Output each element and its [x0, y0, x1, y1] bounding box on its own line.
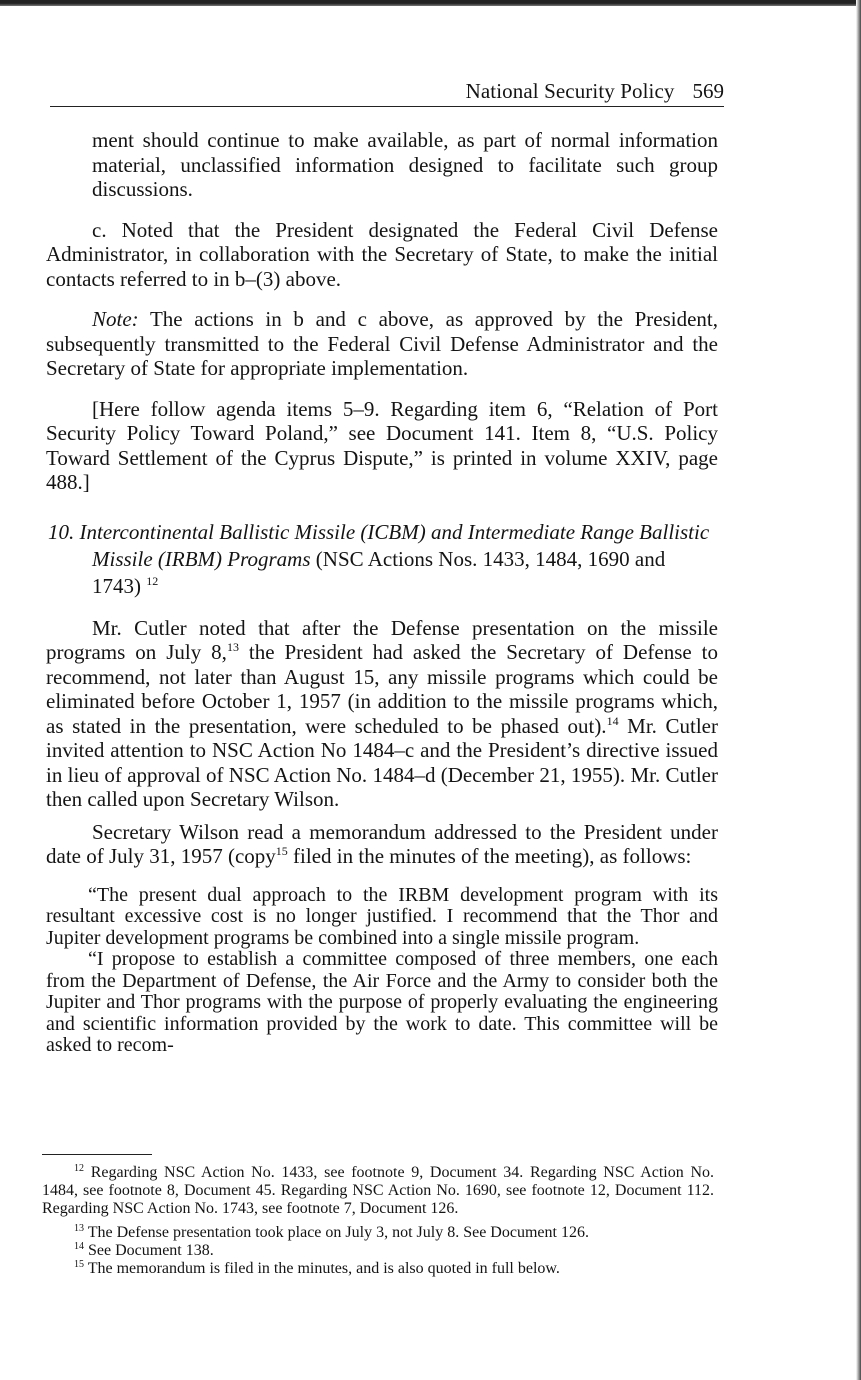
footnote-ref-13: 13 — [226, 640, 239, 654]
wilson-text-1: Secretary Wilson read a memorandum addressed to the President under date of July 31, 1957 (copy — [46, 819, 718, 868]
footnote-14 — [42, 1242, 714, 1260]
footnote-15 — [42, 1260, 714, 1278]
footnote-ref-12: 12 — [146, 573, 159, 588]
page-number: 569 — [692, 79, 724, 103]
section-heading-actions: (NSC Actions Nos. 1433, 1484, 1690 and 1743) — [92, 546, 666, 598]
wilson-text-2: filed in the minutes of the meeting), as follows: — [287, 844, 692, 868]
quote-paragraph-2: “I propose to establish a committee composed of three members, one each from the Department of Defense, the Air Force and the Army to consider both the Jupiter and Thor programs with the purpose of properly evaluating the engineering and scientific information provided by the work to date. This committee will be asked to recom- — [46, 948, 718, 1056]
paragraph-editorial-note: [Here follow agenda items 5–9. Regarding item 6, “Relation of Port Security Policy Toward Poland,” see Document 141. Item 8, “U.S. Policy Toward Settlement of the Cyprus Dispute,” is printed in volume XXIV, page 488.] — [46, 396, 718, 494]
quote-paragraph-1: “The present dual approach to the IRBM development program with its resultant excessive cost is no longer justified. I recommend that the Thor and Jupiter development programs be combined into a single missile program. — [46, 883, 718, 949]
main-text — [46, 128, 718, 1057]
page-top-edge — [0, 0, 861, 6]
paragraph-c: c. Noted that the President designated the Federal Civil Defense Administrator, in collaboration with the Secretary of State, to make the initial contacts referred to in b–(3) above. — [46, 217, 718, 291]
running-head — [50, 77, 724, 107]
block-quote — [46, 885, 718, 1057]
running-head-title: National Security Policy — [465, 79, 675, 103]
cutler-text-1: Mr. Cutler noted that after the Defense presentation on the missile programs on July 8, — [46, 615, 718, 664]
footnote-ref-15: 15 — [275, 844, 288, 858]
footnote-13 — [42, 1224, 714, 1242]
footnote-rule — [42, 1154, 152, 1155]
footnote-text: See Document 138. — [88, 1242, 214, 1259]
footnote-text: The memorandum is filed in the minutes, and is also quoted in full below. — [87, 1260, 560, 1277]
paragraph-wilson — [46, 820, 718, 869]
footnote-number: 15 — [74, 1259, 84, 1270]
paragraph-continued: ment should continue to make available, as part of normal information material, unclassified information designed to facilitate such group discussions. — [92, 128, 718, 201]
footnotes — [42, 1164, 714, 1278]
footnote-text: The Defense presentation took place on July 3, not July 8. See Document 126. — [87, 1224, 589, 1241]
section-heading — [46, 519, 718, 600]
page-right-edge — [856, 0, 861, 1380]
footnote-12 — [42, 1164, 714, 1218]
footnote-number: 14 — [74, 1241, 84, 1252]
section-heading-title: 10. Intercontinental Ballistic Missile (ICBM) and Intermediate Range Ballistic Missile (IRBM) Programs — [48, 519, 710, 571]
paragraph-note — [46, 307, 718, 381]
note-text: The actions in b and c above, as approved by the President, subsequently transmitted to the Federal Civil Defense Administrator and the Secretary of State for appropriate implementation. — [46, 307, 718, 380]
cutler-text-2: the President had asked the Secretary of Defense to recommend, not later than August 15, any missile programs which could be eliminated before October 1, 1957 (in addition to the missile programs which, as stated in the presentation, were scheduled to be phased out). — [46, 640, 718, 738]
paragraph-cutler — [46, 616, 718, 812]
footnote-text: Regarding NSC Action No. 1433, see footnote 9, Document 34. Regarding NSC Action No. 1484, see footnote 8, Document 45. Regarding NSC Action No. 1690, see footnote 12, Document 112. Regarding NSC Action No. 1743, see footnote 7, Document 126. — [42, 1164, 714, 1217]
footnote-number: 13 — [74, 1223, 84, 1234]
footnote-number: 12 — [74, 1163, 84, 1174]
note-label: Note: — [92, 307, 139, 331]
footnote-ref-14: 14 — [606, 713, 619, 728]
cutler-text-3: Mr. Cutler invited attention to NSC Action No 1484–c and the President’s directive issued in lieu of approval of NSC Action No. 1484–d (December 21, 1955). Mr. Cutler then called upon Secretary Wilson. — [46, 713, 718, 811]
